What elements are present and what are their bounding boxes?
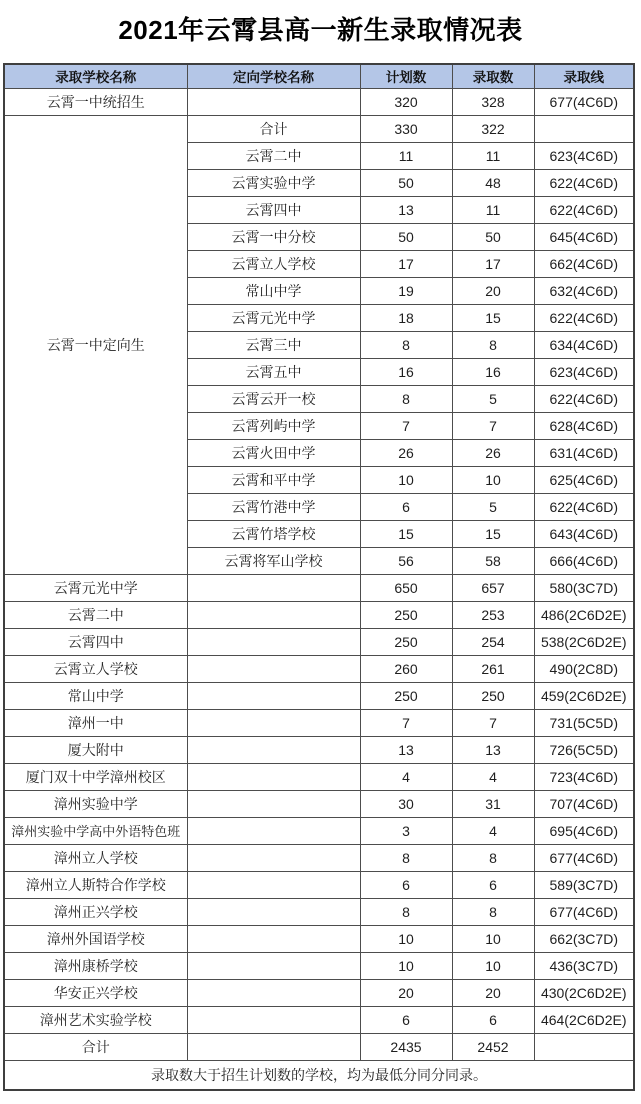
cell-plan: 250 — [360, 601, 452, 628]
table-row — [4, 736, 634, 763]
cell-admitted: 8 — [452, 331, 534, 358]
cell-admitted: 328 — [452, 88, 534, 115]
cell-admitted: 2452 — [452, 1033, 534, 1060]
cell-cutoff: 662(4C6D) — [534, 250, 634, 277]
merged-school-cell: 云霄一中定向生 — [4, 115, 187, 574]
cell-cutoff: 645(4C6D) — [534, 223, 634, 250]
table-row — [4, 790, 634, 817]
cell-cutoff: 622(4C6D) — [534, 169, 634, 196]
cell-directed-school — [187, 979, 360, 1006]
cell-plan: 13 — [360, 736, 452, 763]
cell-plan: 26 — [360, 439, 452, 466]
cell-plan: 30 — [360, 790, 452, 817]
cell-school: 漳州康桥学校 — [4, 952, 187, 979]
cell-cutoff: 623(4C6D) — [534, 142, 634, 169]
cell-plan: 7 — [360, 709, 452, 736]
cell-directed-school — [187, 790, 360, 817]
cell-cutoff: 632(4C6D) — [534, 277, 634, 304]
cell-total-label: 合计 — [4, 1033, 187, 1060]
cell-plan: 3 — [360, 817, 452, 844]
table-row — [4, 898, 634, 925]
cell-cutoff: 589(3C7D) — [534, 871, 634, 898]
cell-directed-school: 云霄实验中学 — [187, 169, 360, 196]
cell-directed-school: 云霄四中 — [187, 196, 360, 223]
cell-plan: 6 — [360, 493, 452, 520]
header-cutoff-line: 录取线 — [534, 64, 634, 88]
cell-directed-school: 云霄立人学校 — [187, 250, 360, 277]
cell-plan: 250 — [360, 628, 452, 655]
cell-cutoff: 723(4C6D) — [534, 763, 634, 790]
cell-directed-school — [187, 682, 360, 709]
cell-cutoff: 625(4C6D) — [534, 466, 634, 493]
admission-table — [3, 63, 635, 1091]
cell-admitted: 50 — [452, 223, 534, 250]
cell-admitted: 7 — [452, 709, 534, 736]
cell-cutoff: 622(4C6D) — [534, 304, 634, 331]
cell-admitted: 4 — [452, 763, 534, 790]
cell-cutoff: 623(4C6D) — [534, 358, 634, 385]
header-directed-school: 定向学校名称 — [187, 64, 360, 88]
cell-plan: 8 — [360, 385, 452, 412]
cell-directed-school — [187, 763, 360, 790]
cell-plan: 650 — [360, 574, 452, 601]
cell-admitted: 7 — [452, 412, 534, 439]
cell-plan: 17 — [360, 250, 452, 277]
cell-directed-school: 云霄和平中学 — [187, 466, 360, 493]
cell-school: 漳州一中 — [4, 709, 187, 736]
table-row — [4, 763, 634, 790]
cell-admitted: 657 — [452, 574, 534, 601]
cell-plan: 10 — [360, 925, 452, 952]
cell-admitted: 58 — [452, 547, 534, 574]
cell-cutoff — [534, 1033, 634, 1060]
cell-plan: 56 — [360, 547, 452, 574]
cell-directed-school — [187, 925, 360, 952]
cell-plan: 50 — [360, 169, 452, 196]
cell-cutoff: 726(5C5D) — [534, 736, 634, 763]
cell-plan: 320 — [360, 88, 452, 115]
cell-school: 常山中学 — [4, 682, 187, 709]
table-row — [4, 871, 634, 898]
cell-plan: 15 — [360, 520, 452, 547]
cell-plan: 20 — [360, 979, 452, 1006]
cell-cutoff: 486(2C6D2E) — [534, 601, 634, 628]
cell-directed-school: 云霄列屿中学 — [187, 412, 360, 439]
cell-directed-school: 云霄五中 — [187, 358, 360, 385]
cell-cutoff: 622(4C6D) — [534, 493, 634, 520]
cell-school: 云霄一中统招生 — [4, 88, 187, 115]
cell-admitted: 10 — [452, 925, 534, 952]
cell-school: 云霄二中 — [4, 601, 187, 628]
cell-directed-school: 云霄火田中学 — [187, 439, 360, 466]
cell-school: 云霄元光中学 — [4, 574, 187, 601]
cell-cutoff: 677(4C6D) — [534, 898, 634, 925]
table-row — [4, 88, 634, 115]
cell-plan: 11 — [360, 142, 452, 169]
cell-cutoff: 490(2C8D) — [534, 655, 634, 682]
cell-admitted: 15 — [452, 304, 534, 331]
cell-cutoff: 430(2C6D2E) — [534, 979, 634, 1006]
cell-plan: 13 — [360, 196, 452, 223]
cell-plan: 330 — [360, 115, 452, 142]
table-row — [4, 844, 634, 871]
cell-directed-school: 云霄竹塔学校 — [187, 520, 360, 547]
cell-plan: 6 — [360, 1006, 452, 1033]
cell-school: 漳州正兴学校 — [4, 898, 187, 925]
table-row — [4, 601, 634, 628]
header-row — [4, 64, 634, 88]
cell-admitted: 261 — [452, 655, 534, 682]
cell-admitted: 8 — [452, 844, 534, 871]
cell-admitted: 5 — [452, 493, 534, 520]
cell-school: 漳州实验中学 — [4, 790, 187, 817]
cell-cutoff: 731(5C5D) — [534, 709, 634, 736]
cell-admitted: 11 — [452, 196, 534, 223]
cell-admitted: 16 — [452, 358, 534, 385]
cell-plan: 2435 — [360, 1033, 452, 1060]
table-row — [4, 817, 634, 844]
cell-plan: 260 — [360, 655, 452, 682]
cell-admitted: 253 — [452, 601, 534, 628]
cell-cutoff: 677(4C6D) — [534, 88, 634, 115]
cell-cutoff — [534, 115, 634, 142]
cell-cutoff: 666(4C6D) — [534, 547, 634, 574]
cell-cutoff: 436(3C7D) — [534, 952, 634, 979]
cell-admitted: 10 — [452, 466, 534, 493]
page-title: 2021年云霄县高一新生录取情况表 — [118, 15, 523, 45]
cell-admitted: 20 — [452, 979, 534, 1006]
cell-admitted: 15 — [452, 520, 534, 547]
cell-admitted: 6 — [452, 1006, 534, 1033]
cell-directed-school: 合计 — [187, 115, 360, 142]
cell-school: 厦门双十中学漳州校区 — [4, 763, 187, 790]
cell-cutoff: 631(4C6D) — [534, 439, 634, 466]
table-row — [4, 709, 634, 736]
table-row — [4, 574, 634, 601]
cell-admitted: 6 — [452, 871, 534, 898]
cell-cutoff: 538(2C6D2E) — [534, 628, 634, 655]
cell-plan: 6 — [360, 871, 452, 898]
cell-admitted: 250 — [452, 682, 534, 709]
cell-admitted: 13 — [452, 736, 534, 763]
cell-school: 漳州外国语学校 — [4, 925, 187, 952]
cell-cutoff: 707(4C6D) — [534, 790, 634, 817]
cell-plan: 4 — [360, 763, 452, 790]
cell-admitted: 254 — [452, 628, 534, 655]
cell-school: 云霄立人学校 — [4, 655, 187, 682]
cell-directed-school: 云霄元光中学 — [187, 304, 360, 331]
cell-cutoff: 459(2C6D2E) — [534, 682, 634, 709]
cell-directed-school — [187, 628, 360, 655]
cell-admitted: 17 — [452, 250, 534, 277]
cell-cutoff: 580(3C7D) — [534, 574, 634, 601]
cell-directed-school — [187, 844, 360, 871]
cell-plan: 8 — [360, 898, 452, 925]
cell-directed-school: 常山中学 — [187, 277, 360, 304]
cell-plan: 18 — [360, 304, 452, 331]
cell-directed-school — [187, 952, 360, 979]
cell-cutoff: 634(4C6D) — [534, 331, 634, 358]
cell-directed-school: 云霄竹港中学 — [187, 493, 360, 520]
table-row — [4, 925, 634, 952]
total-row — [4, 1033, 634, 1060]
header-plan-count: 计划数 — [360, 64, 452, 88]
table-row — [4, 628, 634, 655]
cell-directed-school: 云霄将军山学校 — [187, 547, 360, 574]
cell-directed-school: 云霄云开一校 — [187, 385, 360, 412]
cell-plan: 10 — [360, 466, 452, 493]
cell-admitted: 10 — [452, 952, 534, 979]
cell-directed-school — [187, 817, 360, 844]
cell-admitted: 20 — [452, 277, 534, 304]
cell-directed-school — [187, 871, 360, 898]
cell-directed-school: 云霄三中 — [187, 331, 360, 358]
cell-admitted: 48 — [452, 169, 534, 196]
cell-cutoff: 464(2C6D2E) — [534, 1006, 634, 1033]
cell-plan: 19 — [360, 277, 452, 304]
table-row — [4, 115, 634, 142]
table-row — [4, 682, 634, 709]
cell-plan: 10 — [360, 952, 452, 979]
table-row — [4, 1006, 634, 1033]
footer-note: 录取数大于招生计划数的学校，均为最低分同分同录。 — [4, 1060, 634, 1090]
cell-plan: 250 — [360, 682, 452, 709]
cell-directed-school: 云霄二中 — [187, 142, 360, 169]
cell-plan: 16 — [360, 358, 452, 385]
cell-admitted: 8 — [452, 898, 534, 925]
cell-cutoff: 628(4C6D) — [534, 412, 634, 439]
cell-directed-school — [187, 601, 360, 628]
cell-directed-school — [187, 574, 360, 601]
table-row — [4, 655, 634, 682]
cell-admitted: 11 — [452, 142, 534, 169]
table-body — [4, 88, 634, 1090]
cell-school: 漳州立人学校 — [4, 844, 187, 871]
cell-directed-school — [187, 898, 360, 925]
cell-admitted: 31 — [452, 790, 534, 817]
cell-school: 漳州艺术实验学校 — [4, 1006, 187, 1033]
cell-school: 厦大附中 — [4, 736, 187, 763]
header-admitted-count: 录取数 — [452, 64, 534, 88]
cell-cutoff: 677(4C6D) — [534, 844, 634, 871]
cell-admitted: 26 — [452, 439, 534, 466]
cell-cutoff: 622(4C6D) — [534, 196, 634, 223]
cell-directed-school — [187, 736, 360, 763]
cell-admitted: 4 — [452, 817, 534, 844]
cell-school: 漳州立人斯特合作学校 — [4, 871, 187, 898]
footer-row — [4, 1060, 634, 1090]
cell-plan: 8 — [360, 844, 452, 871]
cell-directed-school: 云霄一中分校 — [187, 223, 360, 250]
cell-school: 云霄四中 — [4, 628, 187, 655]
cell-school: 华安正兴学校 — [4, 979, 187, 1006]
cell-admitted: 322 — [452, 115, 534, 142]
cell-plan: 8 — [360, 331, 452, 358]
cell-school: 漳州实验中学高中外语特色班 — [4, 817, 187, 844]
table-row — [4, 952, 634, 979]
cell-directed-school — [187, 655, 360, 682]
cell-cutoff: 695(4C6D) — [534, 817, 634, 844]
table-row — [4, 979, 634, 1006]
cell-plan: 50 — [360, 223, 452, 250]
cell-cutoff: 643(4C6D) — [534, 520, 634, 547]
cell-directed-school — [187, 1006, 360, 1033]
cell-directed-school — [187, 709, 360, 736]
cell-directed-school — [187, 88, 360, 115]
cell-cutoff: 662(3C7D) — [534, 925, 634, 952]
cell-directed-school — [187, 1033, 360, 1060]
cell-plan: 7 — [360, 412, 452, 439]
cell-admitted: 5 — [452, 385, 534, 412]
cell-cutoff: 622(4C6D) — [534, 385, 634, 412]
header-admitting-school: 录取学校名称 — [4, 64, 187, 88]
